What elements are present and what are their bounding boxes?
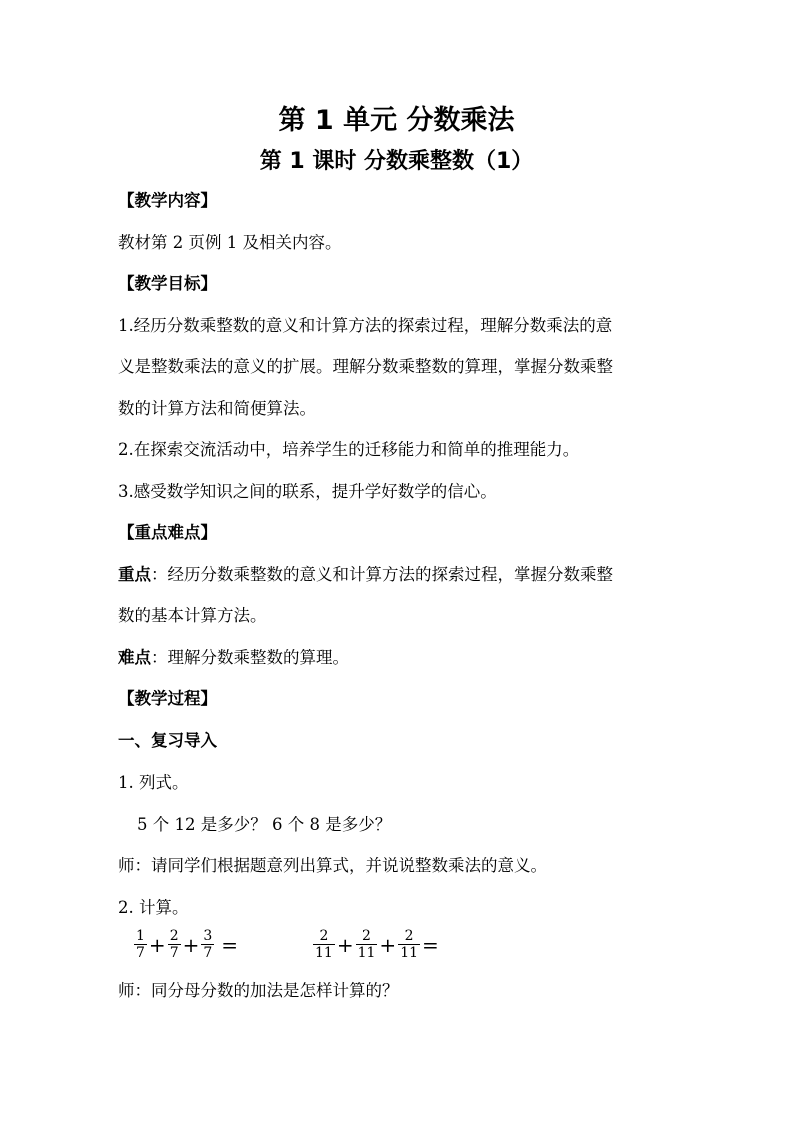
- fraction: $\frac{2}{7}$: [169, 928, 179, 961]
- fraction: $\frac{3}{7}$: [203, 928, 213, 961]
- part-1-heading: 一、复习导入: [118, 731, 217, 750]
- item-2: 2. 计算。: [118, 898, 189, 917]
- equals-sign: =: [422, 932, 439, 957]
- plus-sign: +: [379, 932, 397, 957]
- goal-1-line-1: 1.经历分数乘整数的意义和计算方法的探索过程，理解分数乘法的意: [118, 316, 613, 335]
- difficulty-label: 难点: [118, 648, 151, 667]
- teacher-prompt-1: 师：请同学们根据题意列出算式，并说说整数乘法的意义。: [118, 856, 547, 875]
- fraction: $\frac{2}{11}$: [357, 928, 376, 961]
- goals-heading: 【教学目标】: [118, 274, 217, 293]
- difficulty-text: ：理解分数乘整数的算理。: [151, 648, 349, 667]
- goal-1-line-2: 义是整数乘法的意义的扩展。理解分数乘整数的算理，掌握分数乘整: [118, 357, 613, 376]
- goal-1-line-3: 数的计算方法和简便算法。: [118, 399, 316, 418]
- fraction-expression-2: [312, 928, 440, 972]
- item-1-questions: 5 个 12 是多少？ 6 个 8 是多少？: [137, 815, 392, 834]
- goal-2: 2.在探索交流活动中，培养学生的迁移能力和简单的推理能力。: [118, 440, 580, 459]
- difficulty-line: [118, 647, 349, 669]
- plus-sign: +: [182, 932, 200, 957]
- teacher-prompt-2: 师：同分母分数的加法是怎样计算的？: [118, 981, 399, 1000]
- goal-3: 3.感受数学知识之间的联系，提升学好数学的信心。: [118, 482, 497, 501]
- equals-sign: =: [221, 932, 239, 957]
- plus-sign: +: [336, 932, 354, 957]
- fraction: $\frac{2}{11}$: [400, 928, 419, 961]
- process-heading: 【教学过程】: [118, 689, 217, 708]
- fraction: $\frac{1}{7}$: [136, 928, 145, 961]
- fraction: $\frac{2}{11}$: [315, 928, 333, 961]
- unit-title: 第 1 单元 分数乘法: [278, 105, 515, 136]
- lesson-title: 第 1 课时 分数乘整数（1）: [259, 149, 534, 174]
- fraction-expression-1: [133, 928, 239, 972]
- content-text: 教材第 2 页例 1 及相关内容。: [118, 233, 342, 252]
- item-1: 1. 列式。: [118, 773, 189, 792]
- content-heading: 【教学内容】: [118, 191, 217, 210]
- key-label: 重点: [118, 565, 151, 584]
- plus-sign: +: [148, 932, 166, 957]
- key-text: ：经历分数乘整数的意义和计算方法的探索过程，掌握分数乘整: [151, 565, 613, 584]
- key-point-line-2: 数的基本计算方法。: [118, 606, 267, 625]
- key-point-line-1: [118, 564, 613, 586]
- key-heading: 【重点难点】: [118, 523, 217, 542]
